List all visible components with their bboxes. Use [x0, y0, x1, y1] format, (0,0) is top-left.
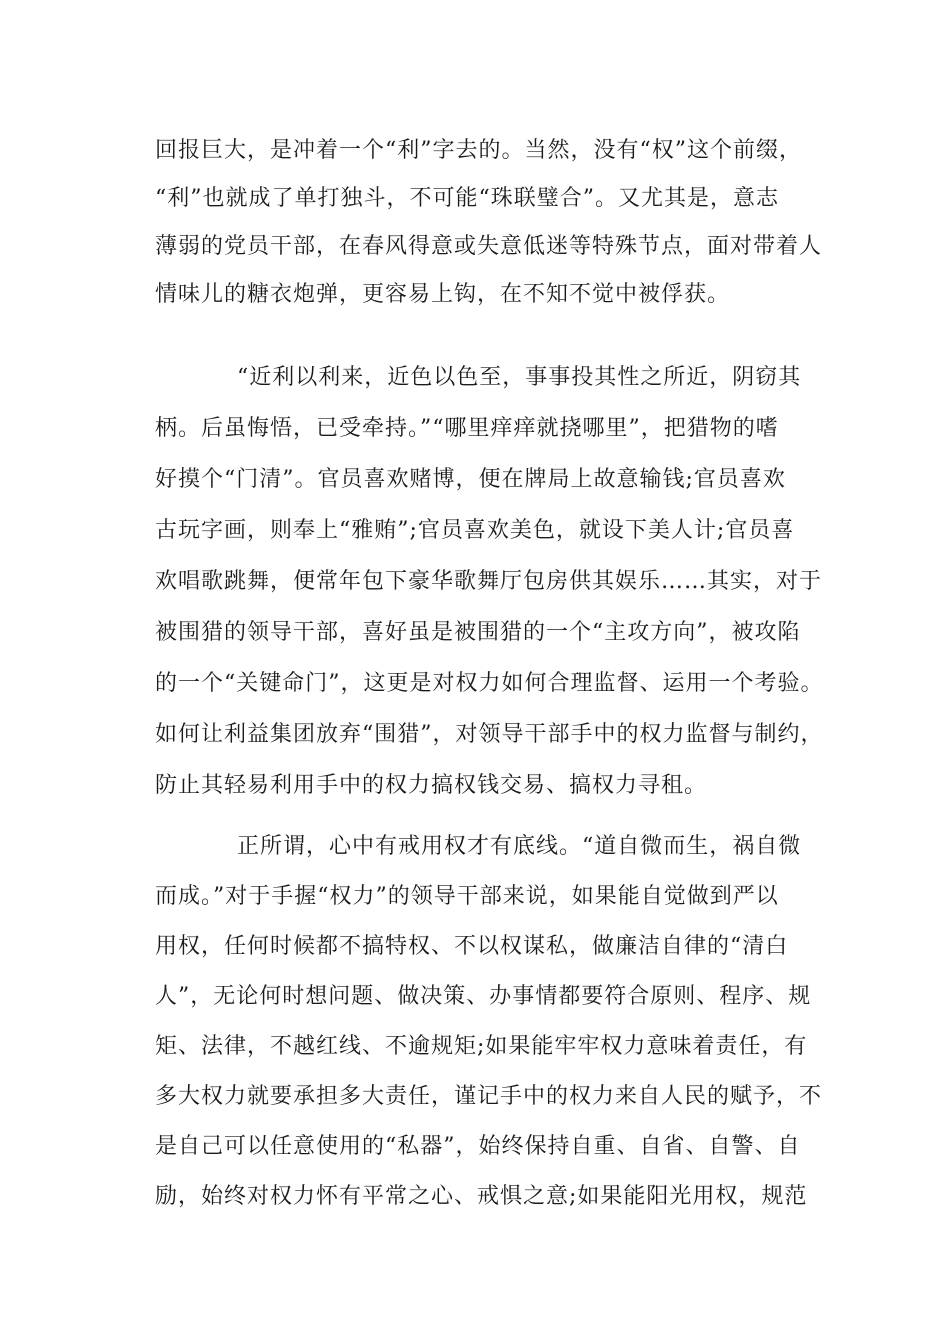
text-line: 正所谓，心中有戒用权才有底线。“道自微而生，祸自微 — [237, 834, 802, 859]
paragraph-1 — [155, 127, 835, 319]
text-line: 回报巨大，是冲着一个“利”字去的。当然，没有“权”这个前缀， — [155, 138, 802, 163]
text-line: “近利以利来，近色以色至，事事投其性之所近，阴窃其 — [237, 365, 802, 390]
text-line: 人”，无论何时想问题、做决策、办事情都要符合原则、程序、规 — [155, 984, 812, 1009]
text-line: 防止其轻易利用手中的权力搞权钱交易、搞权力寻租。 — [155, 773, 708, 798]
text-line: 柄。后虽悔悟，已受牵持。”“哪里痒痒就挠哪里”，把猎物的嗜 — [155, 416, 779, 441]
text-line: 薄弱的党员干部，在春风得意或失意低迷等特殊节点，面对带着人 — [155, 234, 823, 259]
text-line: 如何让利益集团放弃“围猎”，对领导干部手中的权力监督与制约， — [155, 722, 824, 747]
text-line: “利”也就成了单打独斗，不可能“珠联璧合”。又尤其是，意志 — [155, 186, 779, 211]
text-line: 古玩字画，则奉上“雅贿”;官员喜欢美色，就设下美人计;官员喜 — [155, 518, 795, 543]
text-line: 多大权力就要承担多大责任，谨记手中的权力来自人民的赋予，不 — [155, 1084, 823, 1109]
paragraph-2 — [155, 352, 835, 811]
text-line: 欢唱歌跳舞，便常年包下豪华歌舞厅包房供其娱乐……其实，对于 — [155, 569, 823, 594]
paragraph-3 — [155, 822, 835, 1222]
text-line: 用权，任何时候都不搞特权、不以权谋私，做廉洁自律的“清白 — [155, 934, 789, 959]
text-line: 情味儿的糖衣炮弹，更容易上钩，在不知不觉中被俘获。 — [155, 282, 731, 307]
text-line: 是自己可以任意使用的“私器”，始终保持自重、自省、自警、自 — [155, 1134, 801, 1159]
text-line: 被围猎的领导干部，喜好虽是被围猎的一个“主攻方向”，被攻陷 — [155, 620, 801, 645]
text-line: 矩、法律，不越红线、不逾规矩;如果能牢牢权力意味着责任，有 — [155, 1034, 808, 1059]
text-line: 励，始终对权力怀有平常之心、戒惧之意;如果能阳光用权，规范 — [155, 1184, 808, 1209]
text-line: 的一个“关键命门”，这更是对权力如何合理监督、运用一个考验。 — [155, 671, 824, 696]
text-line: 而成。”对于手握“权力”的领导干部来说，如果能自觉做到严以 — [155, 884, 779, 909]
text-line: 好摸个“门清”。官员喜欢赌博，便在牌局上故意输钱;官员喜欢 — [155, 467, 786, 492]
